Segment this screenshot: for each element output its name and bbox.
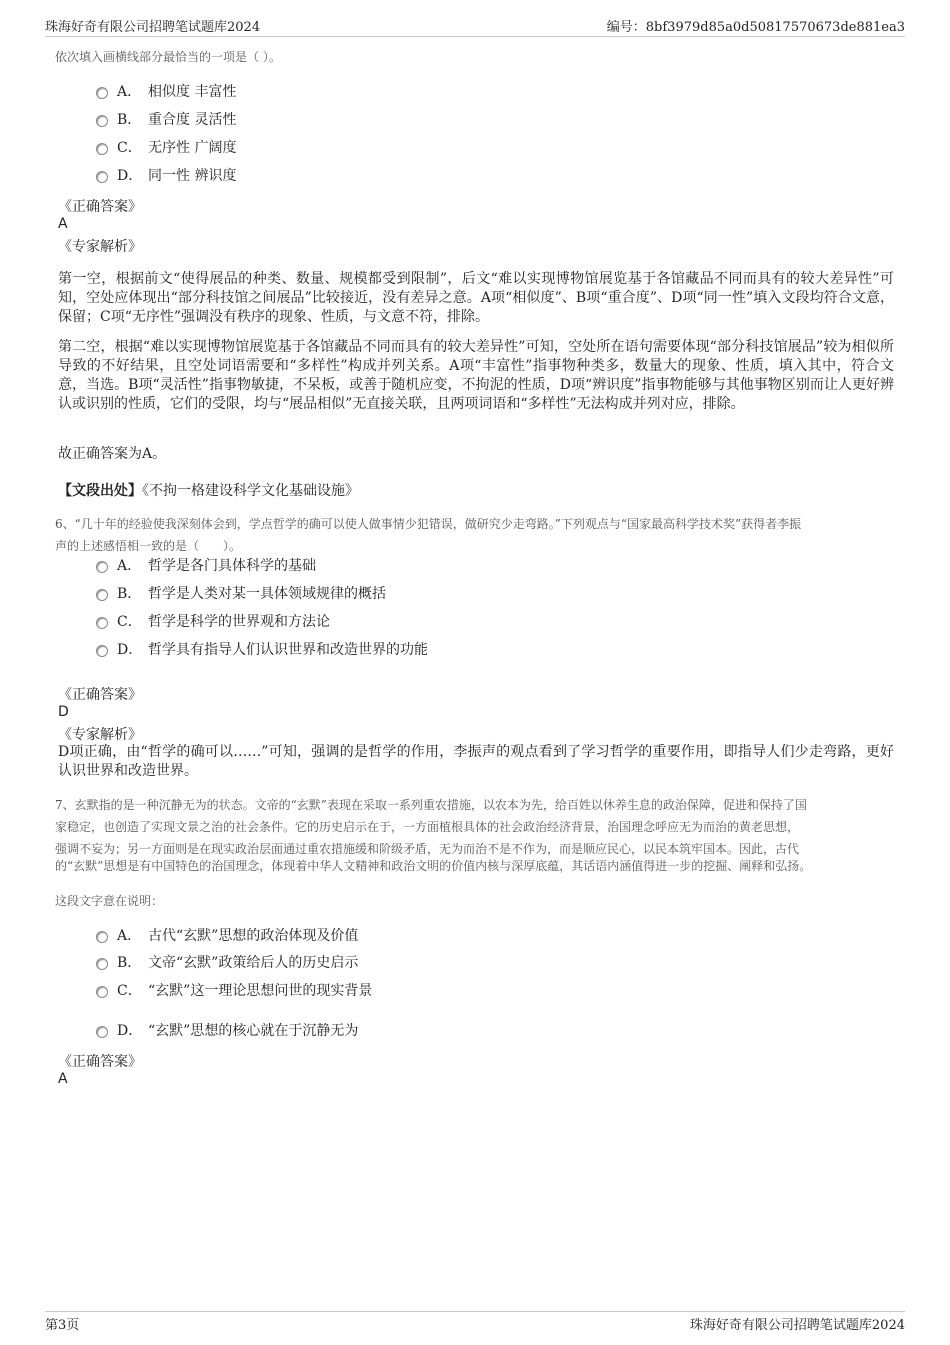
radio-icon[interactable] — [96, 87, 108, 99]
option-letter: D． — [117, 168, 143, 184]
q7-stem-line-2: 家稳定，也创造了实现文景之治的社会条件。它的历史启示在于，一方面植根具体的社会政治经济背景，治国理念呼应无为而治的黄老思想， — [55, 820, 800, 834]
option-text: 古代“玄默”思想的政治体现及价值 — [148, 928, 359, 944]
q7-answer: A — [58, 1071, 68, 1087]
option-text: 哲学是科学的世界观和方法论 — [148, 614, 330, 630]
q7-stem-line-3: 强调不妄为；另一方面则是在现实政治层面通过重农措施缓和阶级矛盾，无为而治不是不作为，而是顺应民心，以民本筑牢国本。因此，古代 — [55, 842, 800, 856]
source-label: 【文段出处】 — [58, 483, 142, 499]
option-text: 重合度 灵活性 — [148, 112, 237, 128]
q5-source — [58, 480, 359, 500]
option-letter: C． — [117, 140, 142, 156]
q5-analysis-para-1: 第一空，根据前文“使得展品的种类、数量、规模都受到限制”，后文“难以实现博物馆展览基于各馆藏品不同而具有的较大差异性”可知，空处应体现出“部分科技馆之间展品”比较接近，没有差异之意。A项“相似度”、B项“重合度”、D项“同一性”填入文段均符合文意，保留；C项“无序性”强调没有秩序的现象、性质，与文意不符，排除。 — [58, 271, 894, 325]
radio-icon[interactable] — [96, 958, 108, 970]
radio-icon[interactable] — [96, 617, 108, 629]
q6-stem-line-1: 6、“几十年的经验使我深刻体会到，学点哲学的确可以使人做事情少犯错误，做研究少走弯路。”下列观点与“国家最高科学技术奖”获得者李振 — [55, 517, 802, 531]
radio-icon[interactable] — [96, 986, 108, 998]
q5-analysis-label: 《专家解析》 — [58, 239, 142, 255]
radio-icon[interactable] — [96, 645, 108, 657]
option-letter: B． — [117, 586, 142, 602]
q7-stem-line-4: 的“玄默”思想是有中国特色的治国理念，体现着中华人文精神和政治文明的价值内核与深厚底蕴，其话语内涵值得进一步的挖掘、阐释和弘扬。 — [55, 859, 812, 873]
q6-analysis-label: 《专家解析》 — [58, 727, 142, 743]
q6-answer-label: 《正确答案》 — [58, 687, 142, 703]
radio-icon[interactable] — [96, 1026, 108, 1038]
header-code: 编号：8bf3979d85a0d50817570673de881ea3 — [606, 20, 905, 35]
option-text: “玄默”思想的核心就在于沉静无为 — [148, 1023, 359, 1039]
q5-answer: A — [58, 216, 68, 232]
q7-question: 这段文字意在说明： — [55, 894, 164, 908]
q5-analysis-para-2: 第二空，根据“难以实现博物馆展览基于各馆藏品不同而具有的较大差异性”可知，空处所在语句需要体现“部分科技馆展品”较为相似所导致的不好结果，且空处词语需要和“多样性”构成并列关系。A项“丰富性”指事物种类多，数量大的现象、性质，填入其中，符合文意，当选。B项“灵活性”指事物敏捷，不呆板，或善于随机应变，不拘泥的性质，D项“辨识度”指事物能够与其他事物区别而让人更好辨认或识别的性质，它们的受限，均与“展品相似”无直接关联，且两项词语和“多样性”无法构成并列对应，排除。 — [58, 339, 894, 412]
q5-analysis-conclusion: 故正确答案为A。 — [58, 446, 167, 462]
q7-stem-line-1: 7、玄默指的是一种沉静无为的状态。文帝的“玄默”表现在采取一系列重农措施，以农本为先，给百姓以休养生息的政治保障，促进和保持了国 — [55, 798, 807, 812]
option-letter: B． — [117, 112, 142, 128]
q6-analysis: D项正确，由“哲学的确可以……”可知，强调的是哲学的作用，李振声的观点看到了学习哲学的重要作用，即指导人们少走弯路，更好认识世界和改造世界。 — [58, 744, 894, 779]
option-letter: C． — [117, 614, 142, 630]
footer-company: 珠海好奇有限公司招聘笔试题库2024 — [689, 1318, 905, 1333]
option-text: 哲学是各门具体科学的基础 — [148, 558, 316, 574]
source-text: 《不拘一格建设科学文化基础设施》 — [142, 483, 359, 499]
page-header — [0, 0, 950, 36]
radio-icon[interactable] — [96, 561, 108, 573]
q6-answer: D — [58, 704, 69, 720]
footer-page-number: 第3页 — [45, 1318, 80, 1333]
radio-icon[interactable] — [96, 171, 108, 183]
option-letter: A． — [117, 558, 142, 574]
q6-stem-line-2: 声的上述感悟相一致的是（ ）。 — [55, 539, 242, 553]
radio-icon[interactable] — [96, 143, 108, 155]
option-text: 哲学具有指导人们认识世界和改造世界的功能 — [148, 642, 428, 658]
radio-icon[interactable] — [96, 589, 108, 601]
option-text: 同一性 辨识度 — [148, 168, 237, 184]
radio-icon[interactable] — [96, 115, 108, 127]
header-company: 珠海好奇有限公司招聘笔试题库2024 — [45, 20, 261, 35]
option-text: “玄默”这一理论思想问世的现实背景 — [148, 983, 373, 999]
option-text: 无序性 广阔度 — [148, 140, 237, 156]
footer-divider — [45, 1311, 905, 1312]
option-text: 哲学是人类对某一具体领域规律的概括 — [148, 586, 386, 602]
q5-answer-label: 《正确答案》 — [58, 199, 142, 215]
q7-answer-label: 《正确答案》 — [58, 1054, 142, 1070]
option-letter: A． — [117, 928, 142, 944]
radio-icon[interactable] — [96, 931, 108, 943]
option-letter: A． — [117, 84, 142, 100]
q5-stem: 依次填入画横线部分最恰当的一项是（ ）。 — [55, 50, 281, 64]
option-letter: D． — [117, 642, 143, 658]
option-text: 相似度 丰富性 — [148, 84, 237, 100]
option-letter: B． — [117, 955, 142, 971]
option-letter: D． — [117, 1023, 143, 1039]
header-divider — [45, 36, 905, 37]
option-letter: C． — [117, 983, 142, 999]
option-text: 文帝“玄默”政策给后人的历史启示 — [148, 955, 359, 971]
